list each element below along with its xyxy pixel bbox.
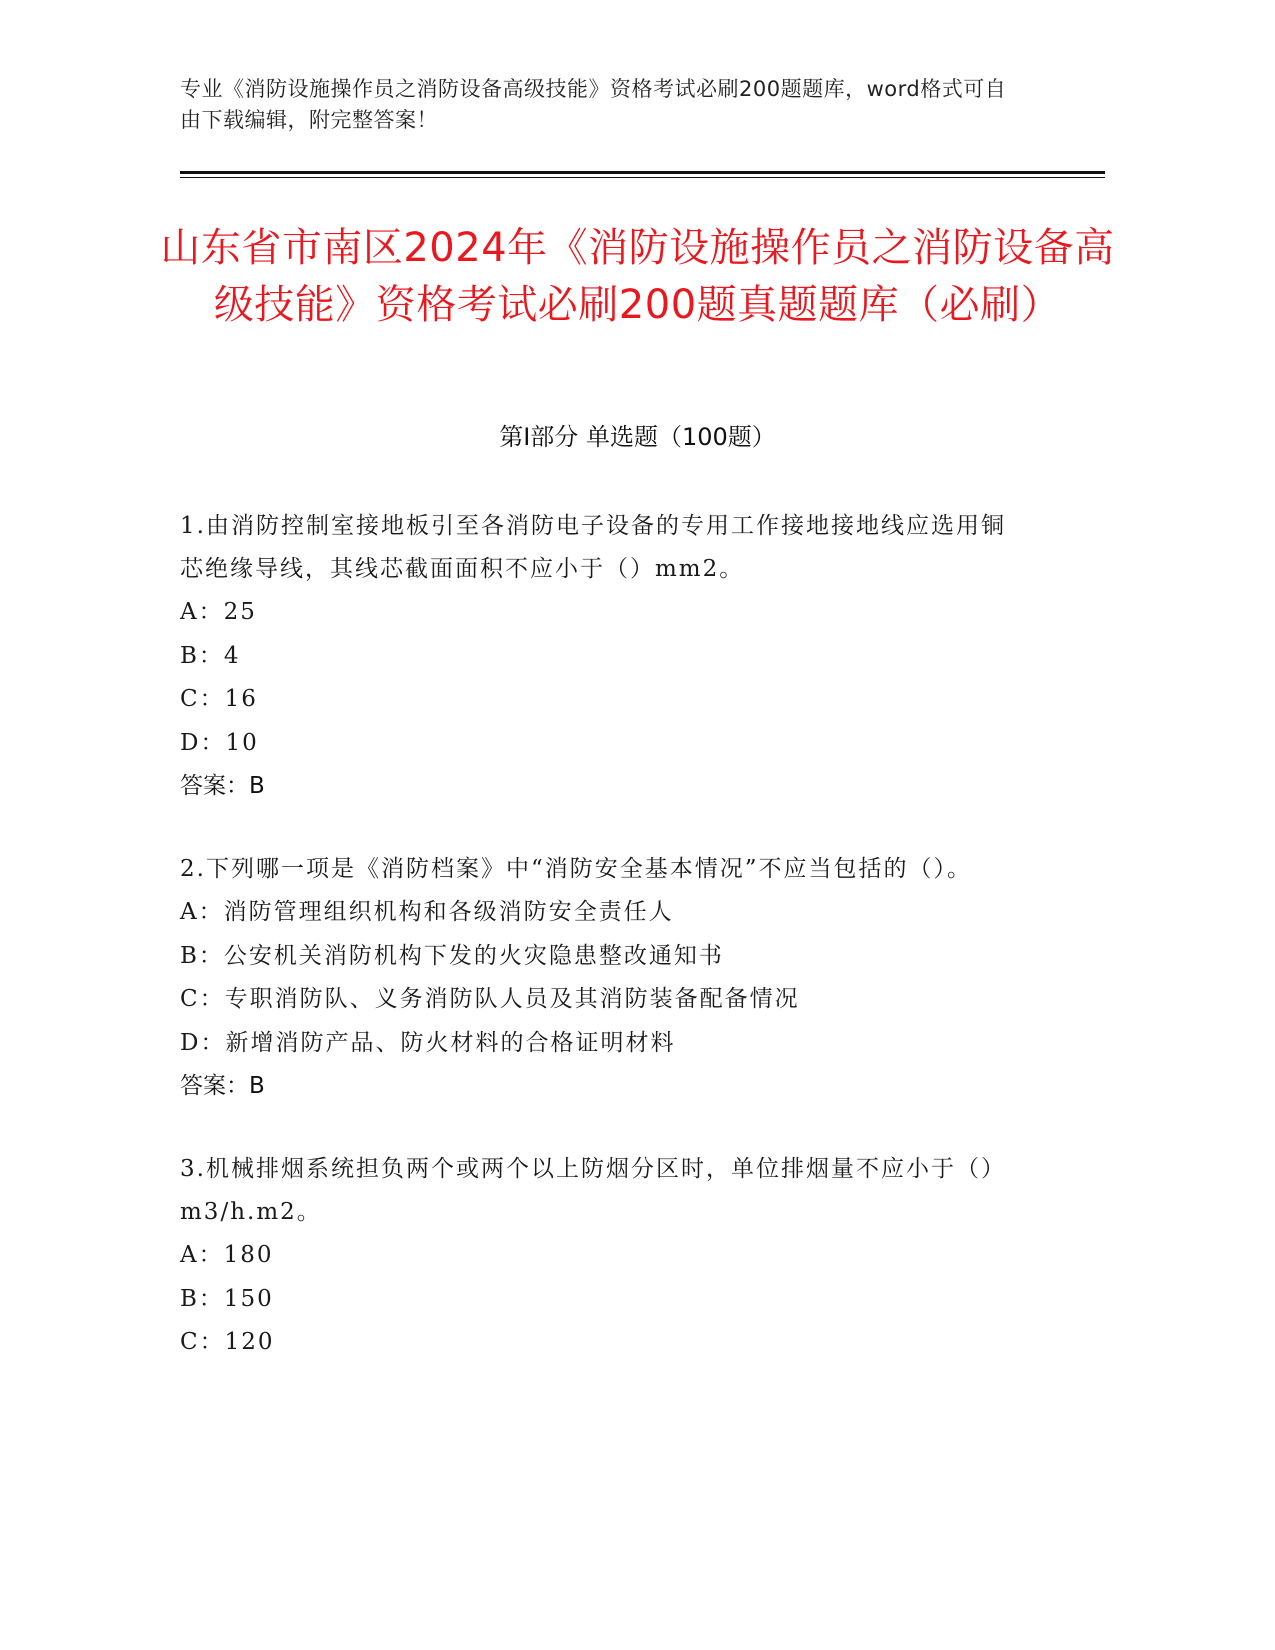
option-b: B：150 (180, 1285, 274, 1312)
option-a: A：25 (180, 599, 257, 625)
option-c: C：16 (180, 686, 258, 712)
question-stem: 1.由消防控制室接地板引至各消防电子设备的专用工作接地接地线应选用铜芯绝缘导线，其线芯截面面积不应小于（）mm2。 (180, 513, 1006, 582)
header-divider (180, 171, 1105, 174)
option-b: B：4 (180, 642, 241, 669)
question-stem: 2.下列哪一项是《消防档案》中“消防安全基本情况”不应当包括的（）。 (180, 856, 972, 882)
header-divider-thin (180, 177, 1105, 178)
document-title: 山东省市南区2024年《消防设施操作员之消防设备高级技能》资格考试必刷200题真题题库（必刷） (160, 225, 1115, 328)
header-note: 专业《消防设施操作员之消防设备高级技能》资格考试必刷200题题库，word格式可自由下载编辑，附完整答案！ (180, 77, 1007, 132)
question-stem: 3.机械排烟系统担负两个或两个以上防烟分区时，单位排烟量不应小于（）m3/h.m2。 (180, 1156, 1006, 1225)
answer-label: 答案：B (180, 773, 265, 799)
answer-label: 答案：B (180, 1073, 265, 1099)
section-heading: 第Ⅰ部分 单选题（100题） (499, 423, 776, 451)
option-d: D：10 (180, 729, 259, 756)
question-1 (180, 505, 1020, 808)
option-a: A：180 (180, 1242, 274, 1268)
option-c: C：专职消防队、义务消防队人员及其消防装备配备情况 (180, 986, 800, 1012)
option-d: D：新增消防产品、防火材料的合格证明材料 (180, 1029, 676, 1056)
question-list (180, 505, 1020, 1405)
question-3 (180, 1148, 1020, 1365)
option-b: B：公安机关消防机构下发的火灾隐患整改通知书 (180, 942, 724, 969)
option-a: A：消防管理组织机构和各级消防安全责任人 (180, 899, 674, 925)
question-2 (180, 848, 1020, 1108)
option-c: C：120 (180, 1329, 275, 1355)
